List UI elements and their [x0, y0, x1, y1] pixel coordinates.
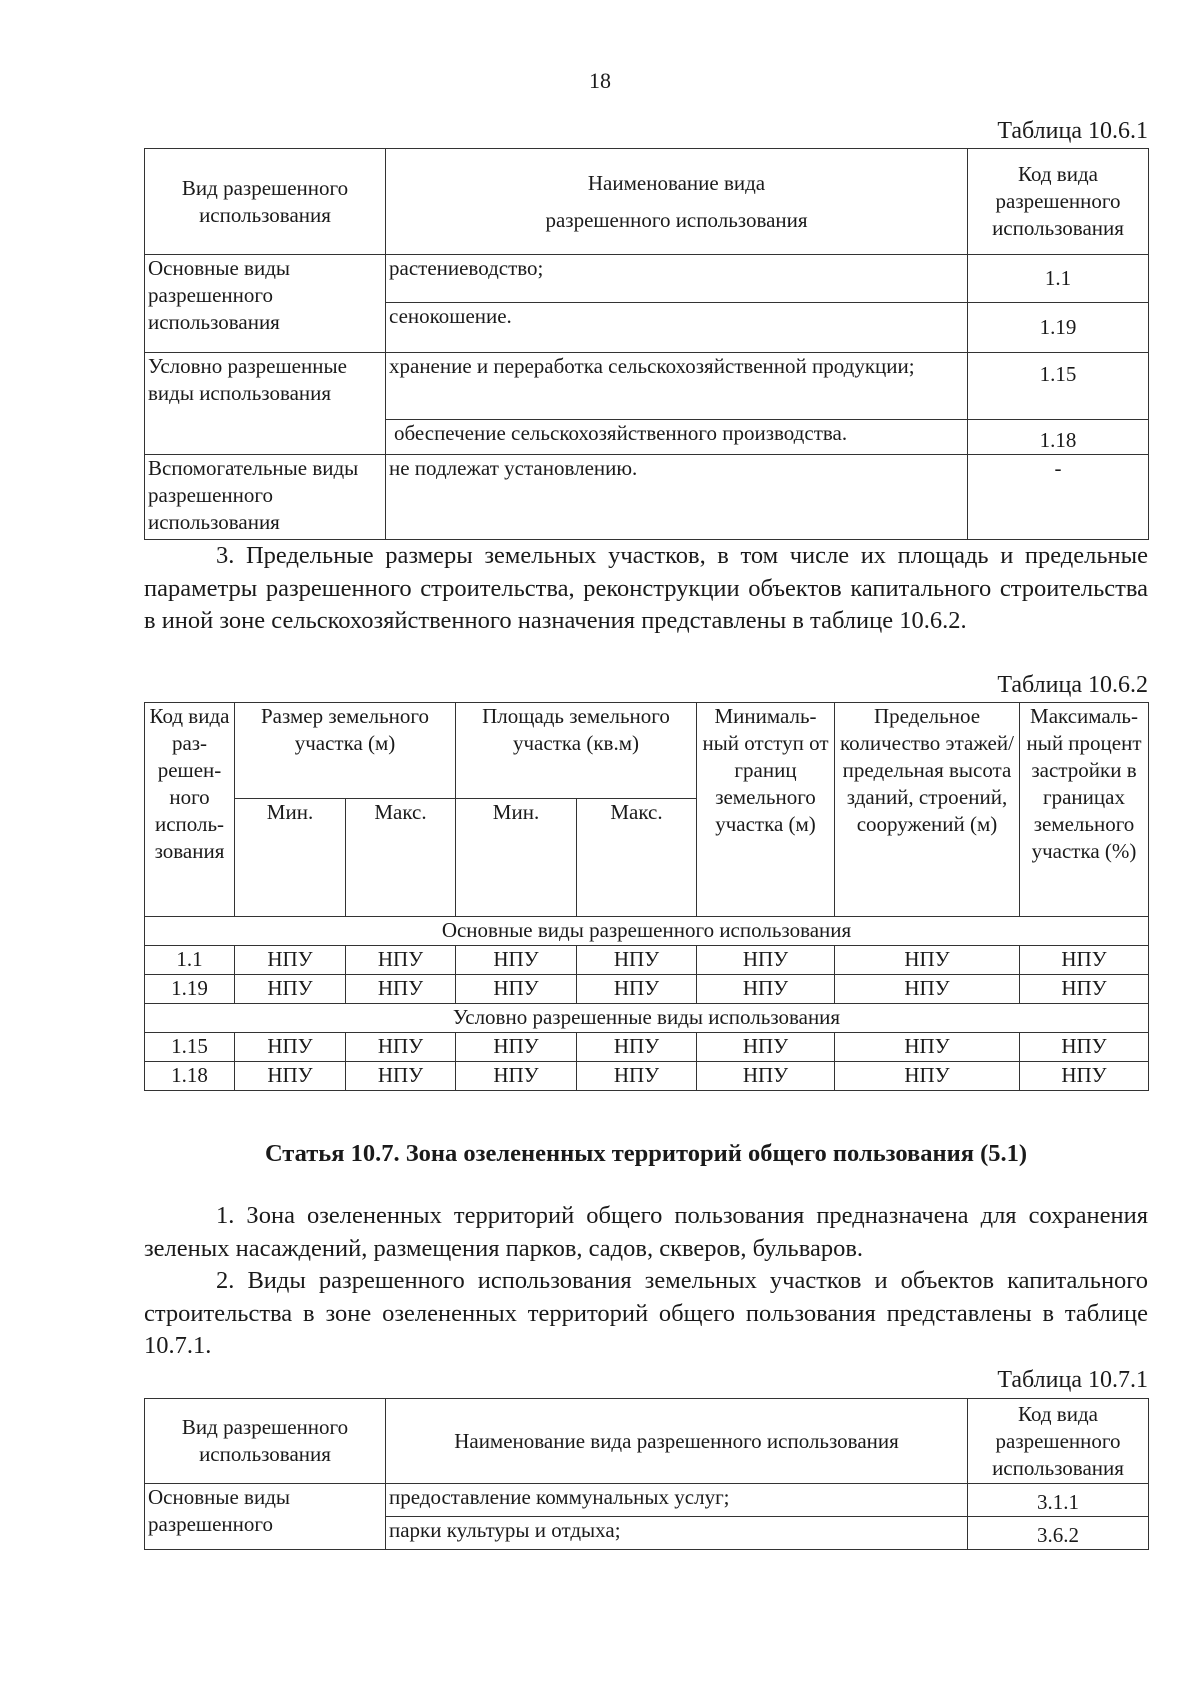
header-area-min: Мин. — [456, 799, 577, 917]
table-cell: НПУ — [577, 1033, 697, 1062]
header-name-line1: Наименование вида — [587, 170, 766, 195]
table-cell: НПУ — [697, 1033, 835, 1062]
table-cell-kind: Условно разрешенные виды использования — [145, 353, 386, 455]
table-cell-code: 3.1.1 — [968, 1484, 1149, 1517]
table-cell: НПУ — [577, 975, 697, 1004]
page-number: 18 — [589, 68, 611, 93]
table-cell: НПУ — [1020, 946, 1149, 975]
table-cell-name: растениеводство; — [386, 255, 968, 303]
table-cell: НПУ — [346, 1062, 456, 1091]
header-kind: Вид разрешенного использования — [145, 149, 386, 255]
table-cell: 1.15 — [145, 1033, 235, 1062]
header-name-line2: разрешенного использования — [545, 207, 808, 232]
table-cell: НПУ — [1020, 1033, 1149, 1062]
table-cell-kind: Основные виды разрешенного использования — [145, 255, 386, 353]
header-code: Код вида разрешенного использования — [968, 1399, 1149, 1484]
header-setback: Минималь-ный отступ от границ земельного участка (м) — [697, 703, 835, 917]
header-coverage: Максималь-ный процент застройки в границах земельного участка (%) — [1020, 703, 1149, 917]
table-10-6-1 — [144, 148, 1149, 540]
table-cell: НПУ — [456, 1033, 577, 1062]
paragraph-zone-purpose: 1. Зона озелененных территорий общего пользования предназначена для сохранения зеленых насаждений, размещения парков, садов, скверов, бульваров. — [144, 1202, 1148, 1262]
header-name — [386, 149, 968, 255]
table-cell: НПУ — [835, 1062, 1020, 1091]
table-cell: НПУ — [697, 946, 835, 975]
table-cell: НПУ — [346, 946, 456, 975]
table-caption-10-6-2: Таблица 10.6.2 — [997, 672, 1148, 698]
table-cell: НПУ — [697, 1062, 835, 1091]
header-size-max: Макс. — [346, 799, 456, 917]
table-cell: 1.19 — [145, 975, 235, 1004]
article-heading: Статья 10.7. Зона озелененных территорий общего пользования (5.1) — [264, 1140, 1028, 1167]
header-size-min: Мин. — [235, 799, 346, 917]
table-cell: НПУ — [456, 946, 577, 975]
table-cell-name: обеспечение сельскохозяйственного производства. — [386, 420, 968, 455]
table-cell: НПУ — [577, 946, 697, 975]
table-cell: НПУ — [835, 1033, 1020, 1062]
table-cell: НПУ — [835, 975, 1020, 1004]
section-main: Основные виды разрешенного использования — [145, 917, 1149, 946]
table-caption-10-6-1: Таблица 10.6.1 — [997, 118, 1148, 144]
table-cell-name: парки культуры и отдыха; — [386, 1517, 968, 1550]
table-cell-code: 1.19 — [968, 303, 1149, 353]
table-cell: НПУ — [577, 1062, 697, 1091]
header-floors: Предельное количество этажей/ предельная высота зданий, строений, сооружений (м) — [835, 703, 1020, 917]
paragraph-limits: 3. Предельные размеры земельных участков, в том числе их площадь и предельные параметры разрешенного строительства, реконструкции объектов капитального строительства в иной зоне сельскохозяйственного назначения представлены в таблице 10.6.2. — [144, 542, 1148, 634]
table-cell-code: 3.6.2 — [968, 1517, 1149, 1550]
table-cell-name: хранение и переработка сельскохозяйственной продукции; — [386, 353, 968, 420]
section-conditional: Условно разрешенные виды использования — [145, 1004, 1149, 1033]
header-size: Размер земельного участка (м) — [235, 703, 456, 799]
header-area-max: Макс. — [577, 799, 697, 917]
table-cell: НПУ — [346, 975, 456, 1004]
table-cell: НПУ — [1020, 975, 1149, 1004]
table-cell: НПУ — [235, 975, 346, 1004]
header-code: Код вида раз-решен-ного исполь-зования — [145, 703, 235, 917]
table-cell: НПУ — [456, 975, 577, 1004]
table-cell-kind: Вспомогательные виды разрешенного использования — [145, 455, 386, 540]
table-10-7-1 — [144, 1398, 1149, 1550]
table-cell-code: 1.15 — [968, 353, 1149, 420]
table-cell: 1.18 — [145, 1062, 235, 1091]
table-cell-code: - — [968, 455, 1149, 540]
table-10-6-2 — [144, 702, 1149, 1091]
table-cell-name: не подлежат установлению. — [386, 455, 968, 540]
table-cell: НПУ — [456, 1062, 577, 1091]
table-cell: НПУ — [235, 946, 346, 975]
table-cell-kind: Основные виды разрешенного — [145, 1484, 386, 1550]
header-kind: Вид разрешенного использования — [145, 1399, 386, 1484]
table-cell: НПУ — [346, 1033, 456, 1062]
paragraph-permitted-uses: 2. Виды разрешенного использования земельных участков и объектов капитального строительства в зоне озелененных территорий общего пользования представлены в таблице 10.7.1. — [144, 1267, 1148, 1359]
table-cell-name: сенокошение. — [386, 303, 968, 353]
table-cell-code: 1.18 — [968, 420, 1149, 455]
table-cell: НПУ — [1020, 1062, 1149, 1091]
table-cell: НПУ — [697, 975, 835, 1004]
header-code: Код вида разрешенного использования — [968, 149, 1149, 255]
table-cell: 1.1 — [145, 946, 235, 975]
table-caption-10-7-1: Таблица 10.7.1 — [997, 1367, 1148, 1393]
table-cell-name: предоставление коммунальных услуг; — [386, 1484, 968, 1517]
header-area: Площадь земельного участка (кв.м) — [456, 703, 697, 799]
table-cell: НПУ — [235, 1033, 346, 1062]
table-cell: НПУ — [835, 946, 1020, 975]
header-name: Наименование вида разрешенного использования — [386, 1399, 968, 1484]
table-cell: НПУ — [235, 1062, 346, 1091]
table-cell-code: 1.1 — [968, 255, 1149, 303]
